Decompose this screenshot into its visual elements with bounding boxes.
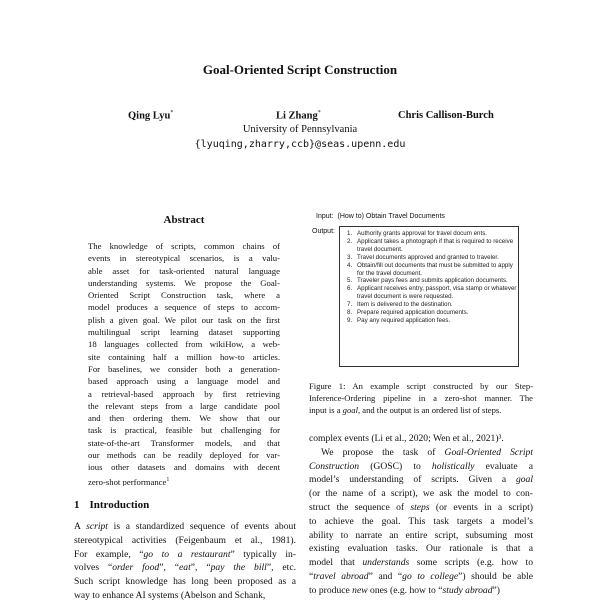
body-line: (or the name of a script), we ask the model to con- <box>309 488 533 500</box>
body-line: “travel abroad” and “go to college”) should be able <box>309 570 533 582</box>
figure-step <box>347 254 519 262</box>
figure-step <box>347 309 519 317</box>
abstract-line: ious other datasets and domains with decent <box>88 462 280 473</box>
figure-step <box>347 301 519 309</box>
abstract-line: understanding systems. We propose the Goal- <box>88 277 280 288</box>
figure-step <box>347 238 519 254</box>
figure-step-text: Applicant receives entry, passport, visa stamp or whatever travel document is were requested. <box>357 285 517 301</box>
figure-step-number: 2. <box>347 237 353 245</box>
figure-step-text: Prepare required application documents. <box>357 309 469 317</box>
body-line: model’s understanding of scripts. Given a goal <box>309 474 533 486</box>
body-line: model that understands some scripts (e.g. how to <box>309 557 533 569</box>
introduction-line: volves “order food”, “eat”, “pay the bill”, etc. <box>74 562 296 574</box>
introduction-body <box>74 520 296 603</box>
figure-input-text: (How to) Obtain Travel Documents <box>337 213 445 220</box>
figure-step-text: Obtain/fill out documents that must be submitted to apply for the travel document. <box>357 261 513 277</box>
equal-contribution-mark: * <box>170 110 174 116</box>
author-name: Chris Callison-Burch <box>398 110 494 121</box>
body-line: to achieve the goal. This task targets a model’s <box>309 515 533 527</box>
figure-step-text: Item is delivered to the destination. <box>357 301 453 309</box>
author-name: Li Zhang <box>276 110 318 122</box>
caption-line: input is a goal, and the output is an ordered list of steps. <box>309 405 502 416</box>
figure-input <box>316 213 445 220</box>
figure-step <box>347 285 519 301</box>
right-column-body <box>309 432 533 598</box>
introduction-line: Such script knowledge has long been proposed as a <box>74 576 296 588</box>
abstract-line: the relevant steps from a large candidate pool <box>88 400 280 411</box>
figure-step <box>347 277 519 285</box>
equal-contribution-mark: * <box>317 110 321 116</box>
figure-step <box>347 317 519 325</box>
figure-step-text: Pay any required application fees. <box>357 316 451 324</box>
author-3 <box>398 110 494 121</box>
figure-step-text: Applicant takes a photograph if that is required to receive travel document. <box>357 237 514 253</box>
abstract-line: and then ordering them. We show that our <box>88 413 280 424</box>
abstract-heading: Abstract <box>163 214 205 226</box>
section-number: 1 <box>74 499 80 511</box>
abstract-line: zero-shot performance$^1$ <box>88 476 170 486</box>
figure-step-number: 3. <box>347 253 353 261</box>
figure-step-number: 6. <box>347 285 353 293</box>
abstract-line: model produces a sequence of steps to accom- <box>88 302 280 313</box>
abstract-line: a retrieval-based approach by first retrieving <box>88 388 280 399</box>
abstract-line: site containing half a million how-to articles. <box>88 351 280 362</box>
introduction-line: way to enhance AI systems (Abelson and Schank, <box>74 589 266 601</box>
footnote-mark: 1 <box>166 476 170 483</box>
abstract-line: Oriented Script Construction task, where a <box>88 290 280 301</box>
introduction-line: A script is a standardized sequence of events about <box>74 521 296 532</box>
paper-title: Goal-Oriented Script Construction <box>202 62 398 77</box>
abstract-line: multilingual script learning dataset supporting <box>88 327 280 338</box>
section-heading-introduction <box>74 499 149 511</box>
figure-step-text: Traveler pays fees and submits application documents. <box>357 277 508 285</box>
section-title: Introduction <box>89 499 150 511</box>
figure-step-number: 1. <box>347 230 353 237</box>
figure-step-number: 5. <box>347 277 353 285</box>
author-1 <box>128 110 173 122</box>
abstract-line: plish a given goal. We pilot our task on the first <box>88 314 280 325</box>
abstract-line: able asset for task-oriented natural language <box>88 265 280 276</box>
abstract-line: based approach using a language model and <box>88 376 280 387</box>
figure-output-label: Output: <box>312 228 335 235</box>
figure-step-text: Authority grants approval for travel docum ents. <box>357 230 488 237</box>
figure-step-number: 8. <box>347 309 353 317</box>
abstract-line: The knowledge of scripts, common chains of <box>88 241 280 251</box>
abstract-line: our methods can be readily deployed for var- <box>88 450 280 461</box>
body-line: We propose the task of Goal-Oriented Script <box>321 446 533 458</box>
body-line: existing evaluation tasks. Our rationale is that a <box>309 543 533 555</box>
abstract-line: events in stereotypical scenarios, is a valu- <box>88 253 280 264</box>
introduction-line: For example, “go to a restaurant” typically in- <box>74 548 296 560</box>
figure-step-text: Travel documents approved and granted to traveler. <box>357 253 499 261</box>
figure-caption <box>309 380 533 417</box>
author-name: Qing Lyu <box>128 110 171 122</box>
abstract-body <box>88 240 280 486</box>
author-2 <box>276 110 321 122</box>
body-line: struct the sequence of steps (or events in a script) <box>309 501 533 513</box>
abstract-line: task is practical, feasible but challenging for <box>88 425 280 436</box>
figure-input-label: Input: <box>316 213 334 220</box>
body-line: complex events (Li et al., 2020; Wen et al., 2021)³. <box>309 433 504 444</box>
figure-step-number: 7. <box>347 301 353 309</box>
author-emails: {lyuqing,zharry,ccb}@seas.upenn.edu <box>194 139 406 150</box>
body-line: Construction (GOSC) to holistically evaluate a <box>309 460 533 472</box>
abstract-line: 18 languages collected from wikiHow, a web- <box>88 339 280 350</box>
figure-step-number: 9. <box>347 316 353 324</box>
abstract-line: state-of-the-art Transformer models, and that <box>88 437 280 448</box>
figure-step <box>347 262 519 278</box>
caption-line: Figure 1: An example script constructed by our Step- <box>309 381 533 391</box>
abstract-line: For baselines, we consider both a generation- <box>88 363 280 374</box>
figure-step-list <box>347 230 519 325</box>
affiliation: University of Pennsylvania <box>242 124 358 135</box>
figure-step-number: 4. <box>347 261 353 269</box>
caption-line: Inference-Ordering pipeline in a zero-shot manner. The <box>309 393 533 404</box>
figure-step <box>347 230 519 238</box>
body-line: ability to narrate an entire script, subsuming most <box>309 529 533 541</box>
introduction-line: stereotypical activities (Feigenbaum et al., 1981). <box>74 534 296 546</box>
body-line: to produce new ones (e.g. how to “study abroad”) <box>309 584 500 596</box>
